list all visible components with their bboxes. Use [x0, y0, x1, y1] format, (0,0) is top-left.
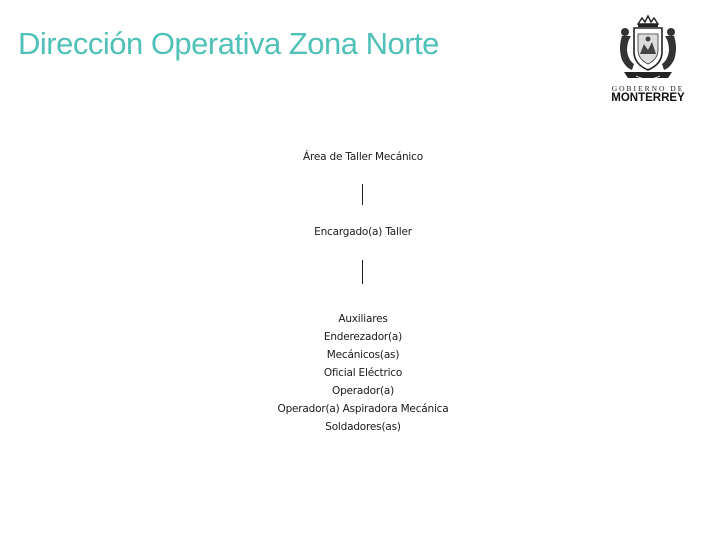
logo-text-gobierno: GOBIERNO DE [611, 84, 685, 93]
logo-text-monterrey: MONTERREY [611, 92, 685, 104]
staff-item-mecanicos: Mecánicos(as) [326, 349, 400, 361]
coat-of-arms-icon [614, 14, 682, 82]
page-title: Dirección Operativa Zona Norte [18, 26, 439, 61]
department-node: Área de Taller Mecánico [303, 151, 423, 163]
connector-line-department-manager [362, 184, 363, 205]
staff-item-operador: Operador(a) [332, 385, 394, 397]
staff-item-auxiliares: Auxiliares [338, 313, 388, 325]
gobierno-monterrey-logo [606, 14, 690, 106]
staff-list [0, 310, 720, 436]
staff-item-oficial-electrico: Oficial Eléctrico [323, 367, 403, 379]
manager-node: Encargado(a) Taller [314, 226, 412, 238]
staff-item-operador-aspiradora: Operador(a) Aspiradora Mecánica [277, 403, 449, 415]
staff-item-soldadores: Soldadores(as) [325, 421, 401, 433]
connector-line-manager-staff [362, 260, 363, 284]
staff-item-enderezador: Enderezador(a) [323, 331, 403, 343]
